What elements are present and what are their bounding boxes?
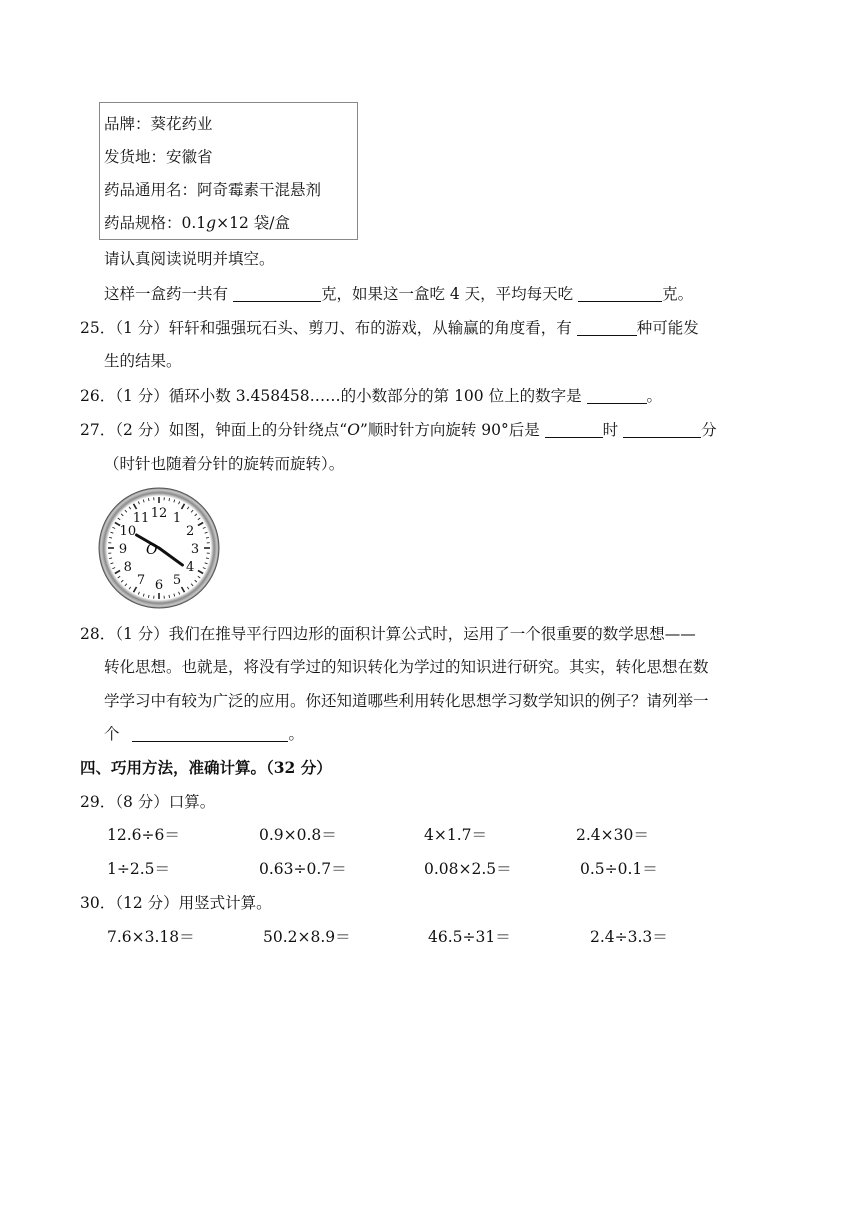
clock-number: 5 <box>172 573 182 589</box>
q26-blank[interactable] <box>587 387 647 404</box>
clock-number: 2 <box>186 524 195 539</box>
q27-line1 <box>80 420 717 440</box>
q27-line2: （时针也随着分针的旋转而旋转）。 <box>104 455 345 473</box>
clock-tick <box>169 498 170 501</box>
q30-title: 30．（12 分）用竖式计算。 <box>80 894 272 912</box>
q27-text-c: 时 <box>602 421 619 439</box>
clock-center-label: O <box>146 542 158 558</box>
q25-line2: 生的结果。 <box>104 352 182 370</box>
q28-line1: 28．（1 分）我们在推导平行四边形的面积计算公式时，运用了一个很重要的数学思想—— <box>80 625 696 643</box>
clock-tick <box>148 498 149 501</box>
q29-item-1-2: 0.9×0.8＝ <box>259 826 337 844</box>
spec-unit: g <box>206 214 217 232</box>
q28-line3: 学学习中有较为广泛的应用。你还知道哪些利用转化思想学习数学知识的例子？请列举一 <box>104 692 709 710</box>
section-heading: 四、巧用方法，准确计算。（32 分） <box>80 758 332 777</box>
q27-text-b: ”顺时针方向旋转 90°后是 <box>359 421 540 439</box>
clock-tick <box>109 537 112 538</box>
q29-item-2-3: 0.08×2.5＝ <box>424 860 512 878</box>
q25-text: 25．（1 分）轩轩和强强玩石头、剪刀、布的游戏，从输赢的角度看，有 <box>80 319 572 337</box>
q24-blank-total[interactable] <box>233 285 321 302</box>
spec-suffix: ×12 袋/盒 <box>216 214 290 232</box>
clock-number: 11 <box>132 510 150 526</box>
clock-tick <box>148 595 149 598</box>
clock-tick <box>109 558 112 559</box>
clock-tick <box>169 595 170 598</box>
brand-line: 品牌：葵花药业 <box>104 115 213 133</box>
q28-blank[interactable] <box>132 725 288 742</box>
q26-text-end: 。 <box>646 387 663 405</box>
q25-text-end: 种可能发 <box>636 319 699 337</box>
q24-part2: 克，如果这一盒吃 4 天，平均每天吃 <box>320 285 574 303</box>
q29-item-1-3: 4×1.7＝ <box>424 826 487 844</box>
q29-item-1-1: 12.6÷6＝ <box>107 826 180 844</box>
origin-line: 发货地：安徽省 <box>104 148 213 166</box>
q27-text-d: 分 <box>701 421 717 439</box>
q29-item-1-4: 2.4×30＝ <box>576 826 649 844</box>
q24-part3: 克。 <box>662 285 694 303</box>
q30-item-1: 7.6×3.18＝ <box>107 928 195 946</box>
drug-name-line: 药品通用名：阿奇霉素干混悬剂 <box>104 181 322 199</box>
q28-line2: 转化思想。也就是，将没有学过的知识转化为学过的知识进行研究。其实，转化思想在数 <box>104 658 709 676</box>
q29-item-2-2: 0.63÷0.7＝ <box>259 860 347 878</box>
clock-face-figure <box>97 486 221 610</box>
q25-blank[interactable] <box>577 319 637 336</box>
q24-part1: 这样一盒药一共有 <box>104 285 229 303</box>
clock-number: 7 <box>136 573 146 589</box>
clock-number: 4 <box>186 560 195 575</box>
q28-line4 <box>104 724 304 744</box>
clock-number: 8 <box>123 560 132 575</box>
q24-blank-daily[interactable] <box>578 285 662 302</box>
q25-line1 <box>80 318 699 338</box>
clock-number: 3 <box>190 542 200 557</box>
clock-number: 6 <box>154 578 164 593</box>
q30-item-4: 2.4÷3.3＝ <box>590 928 668 946</box>
q27-point-label: O <box>347 421 360 439</box>
spec-prefix: 药品规格：0.1 <box>104 214 207 232</box>
q30-item-3: 46.5÷31＝ <box>428 928 511 946</box>
q27-text-a: 27．（2 分）如图，钟面上的分针绕点“ <box>80 421 348 439</box>
clock-tick <box>206 558 209 559</box>
q29-item-2-4: 0.5÷0.1＝ <box>580 860 658 878</box>
q26-line <box>80 386 662 406</box>
q29-item-2-1: 1÷2.5＝ <box>107 860 170 878</box>
product-info-box <box>99 102 358 240</box>
q27-blank-minute[interactable] <box>623 421 701 438</box>
q30-item-2: 50.2×8.9＝ <box>263 928 351 946</box>
q29-title: 29．（8 分）口算。 <box>80 793 216 811</box>
spec-line <box>104 213 290 233</box>
clock-number: 9 <box>118 542 128 557</box>
clock-number: 1 <box>172 510 182 526</box>
q24-question <box>104 284 693 304</box>
clock-number: 12 <box>150 506 168 521</box>
clock-tick <box>206 537 209 538</box>
q26-text: 26．（1 分）循环小数 3.458458……的小数部分的第 100 位上的数字是 <box>80 387 582 405</box>
q27-blank-hour[interactable] <box>545 421 603 438</box>
q24-instruction: 请认真阅读说明并填空。 <box>104 250 275 268</box>
q28-text: 个 <box>104 725 120 743</box>
q28-text-end: 。 <box>288 725 304 743</box>
clock-number: 10 <box>119 524 137 539</box>
